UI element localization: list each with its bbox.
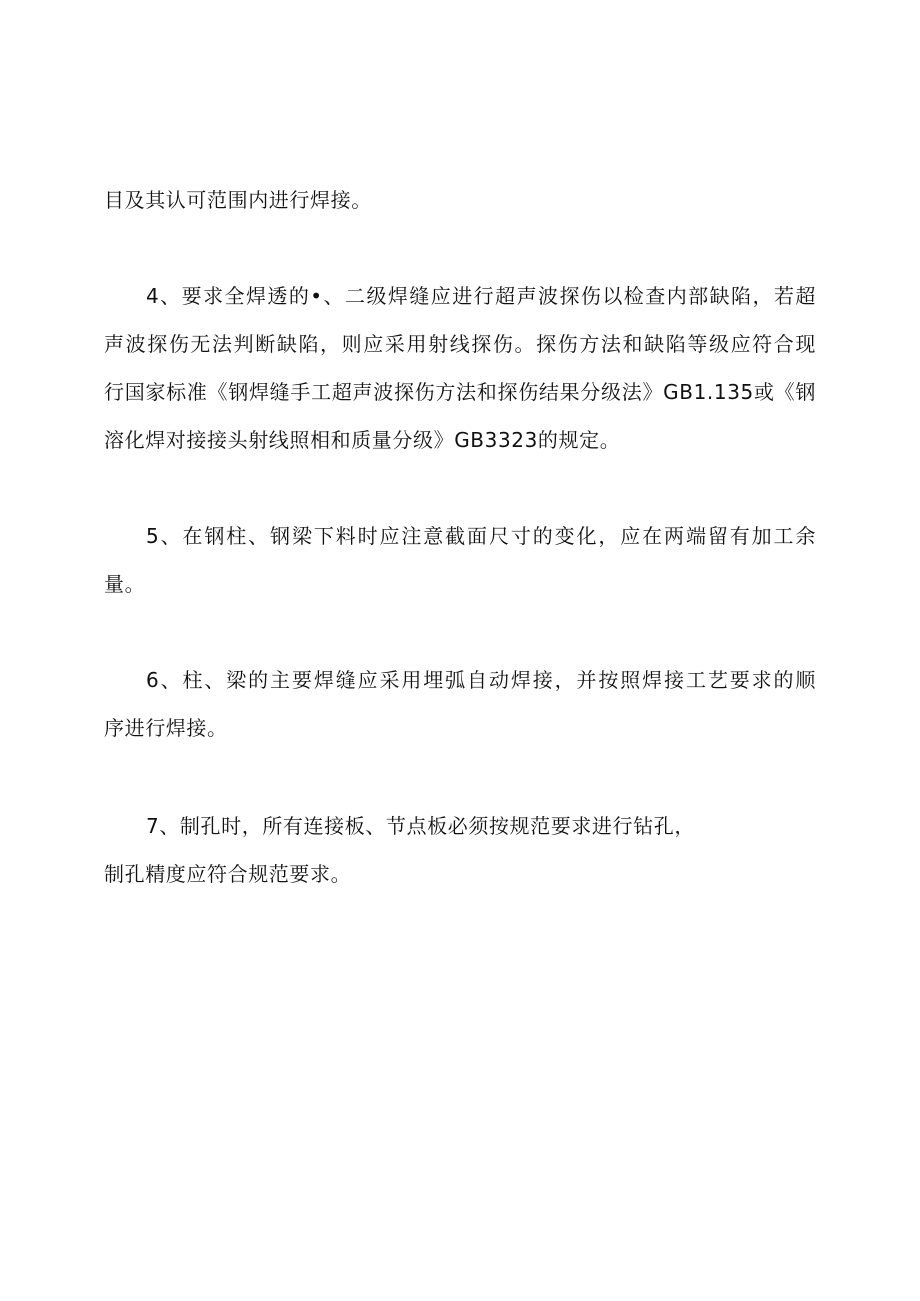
- item-6-line-1: 6、柱、梁的主要焊缝应采用埋弧自动焊接，并按照焊接工艺要求的顺: [146, 668, 816, 692]
- item-4-line-1: 4、要求全焊透的•、二级焊缝应进行超声波探伤以检查内部缺陷，若超: [146, 284, 816, 308]
- item-7-line-2: 制孔精度应符合规范要求。: [104, 862, 352, 886]
- item-4-line-3: 行国家标准《钢焊缝手工超声波探伤方法和探伤结果分级法》GB1.135或《钢: [104, 380, 816, 404]
- item-4-line-2: 声波探伤无法判断缺陷，则应采用射线探伤。探伤方法和缺陷等级应符合现: [104, 332, 816, 356]
- intro-line-1: 目及其认可范围内进行焊接。: [104, 188, 372, 212]
- item-4-line-4: 溶化焊对接接头射线照相和质量分级》GB3323的规定。: [104, 428, 621, 452]
- item-7-line-1: 7、制孔时，所有连接板、节点板必须按规范要求进行钻孔，: [146, 814, 695, 838]
- item-5-line-1: 5、在钢柱、钢梁下料时应注意截面尺寸的变化，应在两端留有加工余: [146, 524, 816, 548]
- item-5-line-2: 量。: [104, 572, 146, 596]
- item-6-line-2: 序进行焊接。: [104, 716, 228, 740]
